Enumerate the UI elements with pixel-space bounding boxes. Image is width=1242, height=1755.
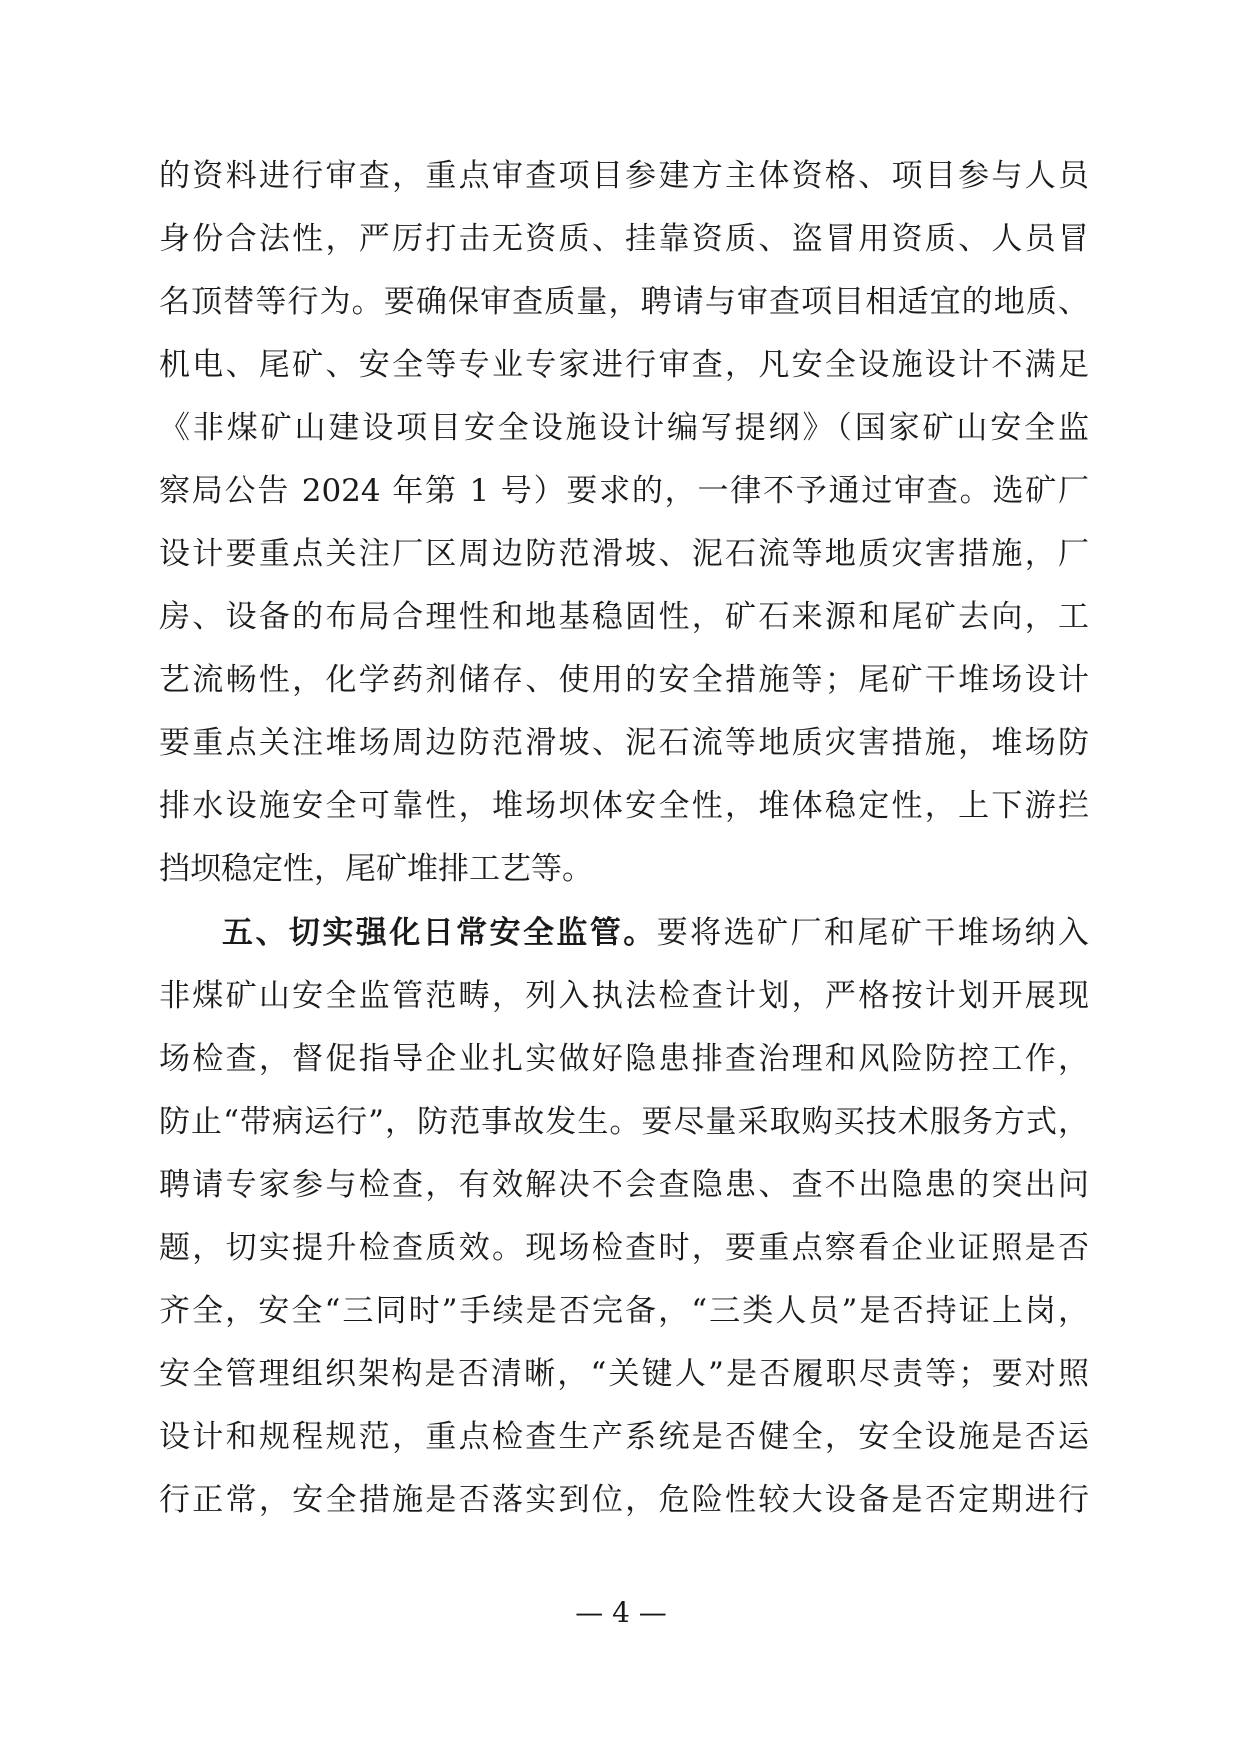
paragraph-line: 防止“带病运行”，防范事故发生。要尽量采取购买技术服务方式， (159, 1104, 1089, 1140)
paragraph-line: 设计要重点关注厂区周边防范滑坡、泥石流等地质灾害措施，厂 (159, 536, 1089, 572)
paragraph-line: 名顶替等行为。要确保审查质量，聘请与审查项目相适宜的地质、 (159, 284, 1089, 320)
paragraph-line: 设计和规程规范，重点检查生产系统是否健全，安全设施是否运 (159, 1419, 1089, 1455)
section-heading: 五、切实强化日常安全监管。 (222, 915, 657, 951)
paragraph-line: 机电、尾矿、安全等专业专家进行审查，凡安全设施设计不满足 (159, 347, 1089, 383)
paragraph-line: 排水设施安全可靠性，堆场坝体安全性，堆体稳定性，上下游拦 (159, 788, 1089, 824)
section-heading-rest: 要将选矿厂和尾矿干堆场纳入 (656, 915, 1089, 951)
paragraph-line: 身份合法性，严厉打击无资质、挂靠资质、盗冒用资质、人员冒 (159, 221, 1089, 257)
paragraph-line: 聘请专家参与检查，有效解决不会查隐患、查不出隐患的突出问 (159, 1167, 1089, 1203)
paragraph-line: 的资料进行审查，重点审查项目参建方主体资格、项目参与人员 (159, 158, 1089, 194)
paragraph-line: 《非煤矿山建设项目安全设施设计编写提纲》（国家矿山安全监 (159, 410, 1089, 446)
paragraph-line: 艺流畅性，化学药剂储存、使用的安全措施等；尾矿干堆场设计 (159, 662, 1089, 698)
paragraph-line: 挡坝稳定性，尾矿堆排工艺等。 (159, 851, 593, 887)
paragraph-line: 非煤矿山安全监管范畴，列入执法检查计划，严格按计划开展现 (159, 978, 1089, 1014)
paragraph-line: 行正常，安全措施是否落实到位，危险性较大设备是否定期进行 (159, 1482, 1089, 1518)
paragraph-line: 察局公告 2024 年第 1 号）要求的，一律不予通过审查。选矿厂 (159, 473, 1089, 509)
paragraph-line: 场检查，督促指导企业扎实做好隐患排查治理和风险防控工作， (159, 1041, 1089, 1077)
paragraph-line: 齐全，安全“三同时”手续是否完备，“三类人员”是否持证上岗， (159, 1293, 1089, 1329)
paragraph-line: 要重点关注堆场周边防范滑坡、泥石流等地质灾害措施，堆场防 (159, 725, 1089, 761)
page-number: — 4 — (575, 1596, 667, 1629)
paragraph-line: 安全管理组织架构是否清晰，“关键人”是否履职尽责等；要对照 (159, 1356, 1089, 1392)
paragraph-line: 题，切实提升检查质效。现场检查时，要重点察看企业证照是否 (159, 1230, 1089, 1266)
paragraph-line: 房、设备的布局合理性和地基稳固性，矿石来源和尾矿去向，工 (159, 599, 1089, 635)
section-heading-line (222, 913, 1089, 953)
